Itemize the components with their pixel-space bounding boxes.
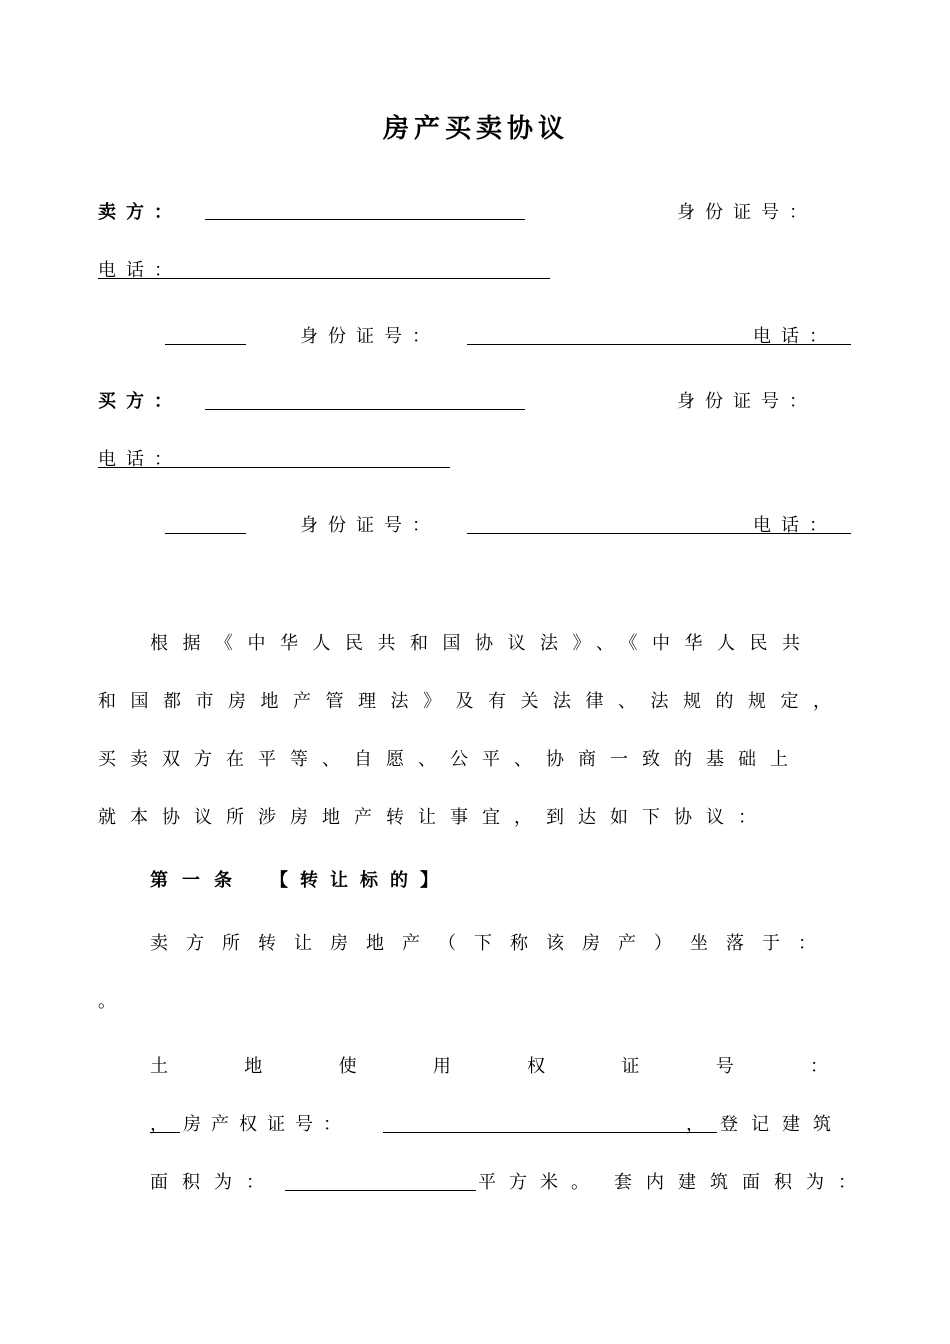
area-prefix: 面积为： bbox=[150, 1172, 278, 1193]
inner-area-label: 套内建筑面积为： bbox=[614, 1172, 870, 1193]
land-cert-char: 证 bbox=[621, 1056, 640, 1077]
buyer-line3-id-label: 身份证号： bbox=[300, 515, 440, 536]
intro-line-2: 和国都市房地产管理法》及有关法律、法规的规定， bbox=[98, 691, 846, 712]
land-cert-char: 使 bbox=[338, 1056, 357, 1077]
buyer-label: 买方： bbox=[98, 391, 182, 412]
seller-extra-blank[interactable] bbox=[165, 344, 246, 345]
land-cert-char: 地 bbox=[244, 1056, 263, 1077]
comma-1: ， bbox=[150, 1114, 178, 1135]
land-cert-char: 土 bbox=[150, 1056, 168, 1077]
property-cert-blank[interactable] bbox=[383, 1132, 717, 1133]
article-1-heading: 第一条 bbox=[150, 870, 246, 891]
area-blank[interactable] bbox=[285, 1190, 476, 1191]
land-cert-char: 号 bbox=[715, 1056, 734, 1077]
land-cert-char: 权 bbox=[527, 1056, 546, 1077]
intro-line-1: 根据《中华人民共和国协议法》、《中华人民共 bbox=[150, 633, 815, 654]
land-cert-char: ： bbox=[809, 1056, 828, 1077]
buyer-id-label: 身份证号： bbox=[677, 391, 817, 412]
location-period: 。 bbox=[98, 991, 126, 1012]
comma-2: ， bbox=[686, 1114, 714, 1135]
buyer-name-blank[interactable] bbox=[205, 409, 525, 410]
seller-line3-phone-label: 电话： bbox=[753, 326, 837, 347]
document-title: 房产买卖协议 bbox=[383, 114, 570, 144]
registered-area-label: 登记建筑 bbox=[720, 1114, 844, 1135]
buyer-phone-label: 电话： bbox=[98, 449, 182, 470]
seller-label: 卖方： bbox=[98, 202, 182, 223]
seller-line3-id-label: 身份证号： bbox=[300, 326, 440, 347]
seller-phone-blank[interactable] bbox=[98, 278, 550, 279]
seller-name-blank[interactable] bbox=[205, 219, 525, 220]
seller-phone-label: 电话： bbox=[98, 260, 182, 281]
seller-id-label: 身份证号： bbox=[677, 202, 817, 223]
area-unit: 平方米。 bbox=[478, 1172, 602, 1193]
property-cert-label: 房产权证号： bbox=[183, 1114, 351, 1135]
intro-line-3: 买卖双方在平等、自愿、公平、协商一致的基础上 bbox=[98, 749, 802, 770]
article-1-subject: 【转让标的】 bbox=[270, 870, 450, 891]
buyer-line3-phone-label: 电话： bbox=[753, 515, 837, 536]
buyer-phone-blank[interactable] bbox=[98, 467, 450, 468]
land-use-cert-label bbox=[150, 1055, 828, 1079]
intro-line-4: 就本协议所涉房地产转让事宜，到达如下协议： bbox=[98, 807, 770, 828]
property-location-text: 卖方所转让房地产（下称该房产）坐落于： bbox=[150, 933, 834, 954]
buyer-extra-blank[interactable] bbox=[165, 533, 246, 534]
land-cert-char: 用 bbox=[432, 1056, 451, 1077]
